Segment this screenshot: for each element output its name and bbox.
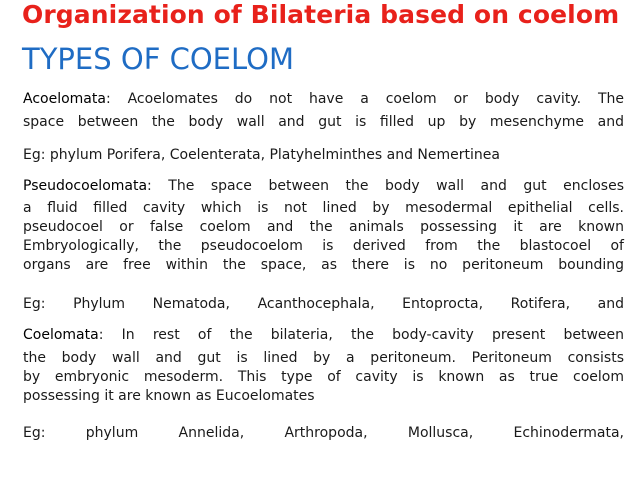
pseudocoelomata-line-2: a fluid filled cavity which is not lined by mesodermal epithelial cells.: [23, 200, 624, 216]
pseudocoelomata-line-1: : The space between the body wall and gut encloses: [147, 178, 624, 194]
pseudocoelomata-paragraph: [23, 177, 624, 275]
acoelomata-line-2: space between the body wall and gut is filled up by mesenchyme and: [23, 114, 624, 130]
pseudocoelomata-line-3: pseudocoel or false coelom and the animals possessing it are known: [23, 219, 624, 235]
coelomata-line-3: by embryonic mesoderm. This type of cavity is known as true coelom: [23, 369, 624, 385]
coelomata-example: Eg: phylum Annelida, Arthropoda, Mollusca, Echinodermata,: [23, 425, 624, 441]
slide-title: Organization of Bilateria based on coelom: [22, 0, 620, 29]
coelomata-line-4: possessing it are known as Eucoelomates: [23, 388, 315, 404]
coelomata-paragraph: [23, 326, 624, 406]
pseudocoelomata-line-4: Embryologically, the pseudocoelom is derived from the blastocoel of: [23, 238, 624, 254]
coelomata-line-2: the body wall and gut is lined by a peritoneum. Peritoneum consists: [23, 350, 624, 366]
acoelomata-example: Eg: phylum Porifera, Coelenterata, Platyhelminthes and Nemertinea: [23, 147, 500, 163]
pseudocoelomata-example: Eg: Phylum Nematoda, Acanthocephala, Entoprocta, Rotifera, and: [23, 296, 624, 312]
acoelomata-paragraph: [23, 90, 624, 132]
coelomata-term: Coelomata: [23, 327, 99, 343]
acoelomata-term: Acoelomata: [23, 91, 106, 107]
pseudocoelomata-line-5: organs are free within the space, as there is no peritoneum bounding: [23, 257, 624, 273]
acoelomata-line-1: : Acoelomates do not have a coelom or body cavity. The: [105, 91, 624, 107]
slide-subtitle: TYPES OF COELOM: [22, 42, 294, 76]
pseudocoelomata-term: Pseudocoelomata: [23, 178, 148, 194]
coelomata-line-1: : In rest of the bilateria, the body-cavity present between: [98, 327, 624, 343]
